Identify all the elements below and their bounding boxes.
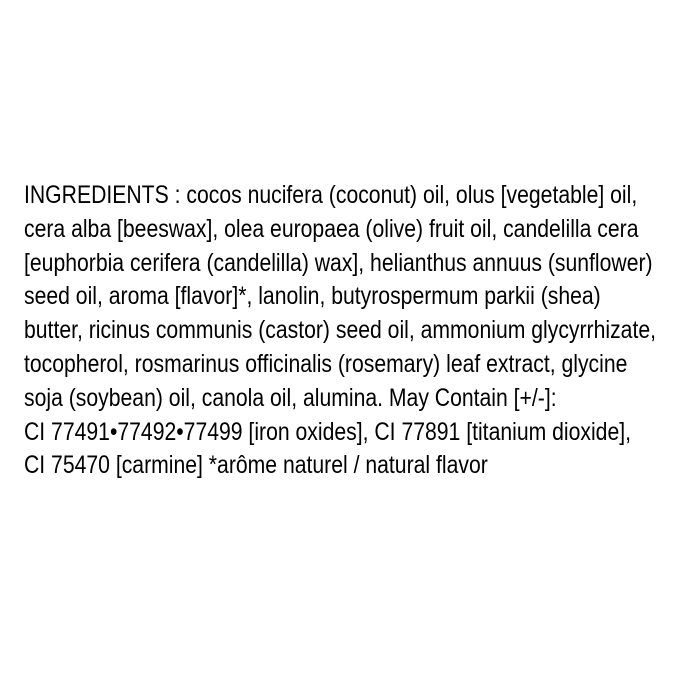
ingredients-line: [euphorbia cerifera (candelilla) wax], helianthus annuus (sunflower) <box>24 248 653 277</box>
ingredients-line: CI 75470 [carmine] *arôme naturel / natural flavor <box>24 451 488 480</box>
ingredients-line: CI 77491•77492•77499 [iron oxides], CI 77891 [titanium dioxide], <box>24 417 632 446</box>
ingredients-line: butter, ricinus communis (castor) seed oil, ammonium glycyrrhizate, <box>24 316 656 345</box>
ingredients-line: seed oil, aroma [flavor]*, lanolin, butyrospermum parkii (shea) <box>24 282 601 311</box>
ingredients-line: soja (soybean) oil, canola oil, alumina. May Contain [+/-]: <box>24 383 557 412</box>
ingredients-line: INGREDIENTS : cocos nucifera (coconut) oil, olus [vegetable] oil, <box>24 181 638 209</box>
ingredients-text-block <box>24 179 656 483</box>
ingredients-line: cera alba [beeswax], olea europaea (olive) fruit oil, candelilla cera <box>24 214 639 243</box>
ingredients-line: tocopherol, rosmarinus officinalis (rosemary) leaf extract, glycine <box>24 349 628 378</box>
